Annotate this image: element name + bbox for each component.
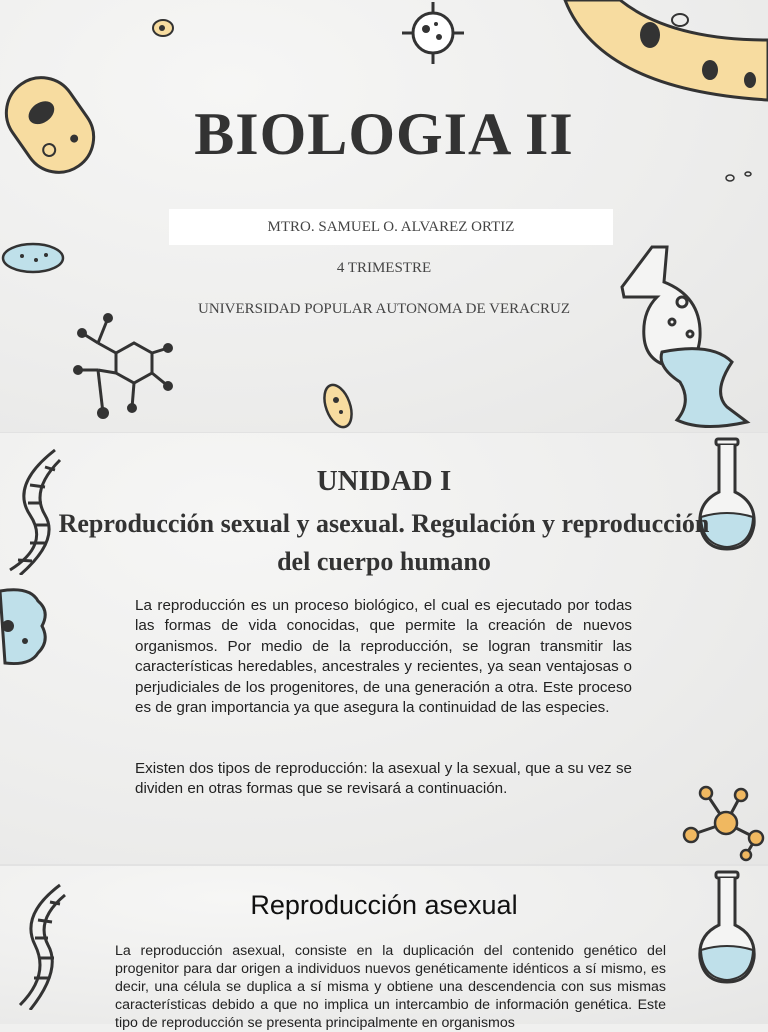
virus-icon	[148, 14, 178, 42]
unit-page	[0, 433, 768, 864]
molecule-icon	[676, 783, 768, 863]
trimester-label: 4 TRIMESTRE	[336, 260, 432, 276]
unit-title: UNIDAD I	[316, 465, 452, 497]
molecule-icon	[68, 308, 178, 426]
teacher-name: MTRO. SAMUEL O. ALVAREZ ORTIZ	[169, 209, 613, 245]
university-name: UNIVERSIDAD POPULAR AUTONOMA DE VERACRUZ	[198, 301, 570, 317]
cell-icon	[720, 168, 760, 188]
virus-icon	[316, 378, 360, 432]
section-heading: Reproducción asexual	[250, 890, 518, 920]
cover-page	[0, 0, 768, 432]
asexual-paragraph: La reproducción asexual, consiste en la duplicación del contenido genético del progenitor para dar origen a individuos nuevos genéticamente idénticos a sí mismo, es decir, una célula se duplica a sí misma y obtiene una descendencia con sus mismas características debido a que no implica un intercambio de información genética. Este tipo de reproducción se presenta principalmente en organismos	[115, 943, 666, 1031]
unit-subtitle: Reproducción sexual y asexual. Regulación y reproducción del cuerpo humano	[58, 509, 710, 576]
types-paragraph: Existen dos tipos de reproducción: la asexual y la sexual, que a su vez se dividen en otras formas que se revisará a continuación.	[135, 760, 632, 798]
bacterium-icon	[560, 0, 768, 110]
flask-icon	[694, 870, 760, 988]
virus-icon	[402, 2, 464, 64]
intro-paragraph: La reproducción es un proceso biológico, el cual es ejecutado por todas las formas de vida conocidas, que permite la creación de nuevos organismos. Por medio de la reproducción, se logran transmitir las características heredables, ancestrales y recientes, ya sean ventajosas o perjudiciales de los progenitores, de una generación a otra. Este proceso es de gran importancia ya que asegura la continuidad de las especies.	[135, 597, 632, 717]
virus-icon	[0, 581, 50, 673]
page-title: BIOLOGIA II	[194, 101, 574, 167]
